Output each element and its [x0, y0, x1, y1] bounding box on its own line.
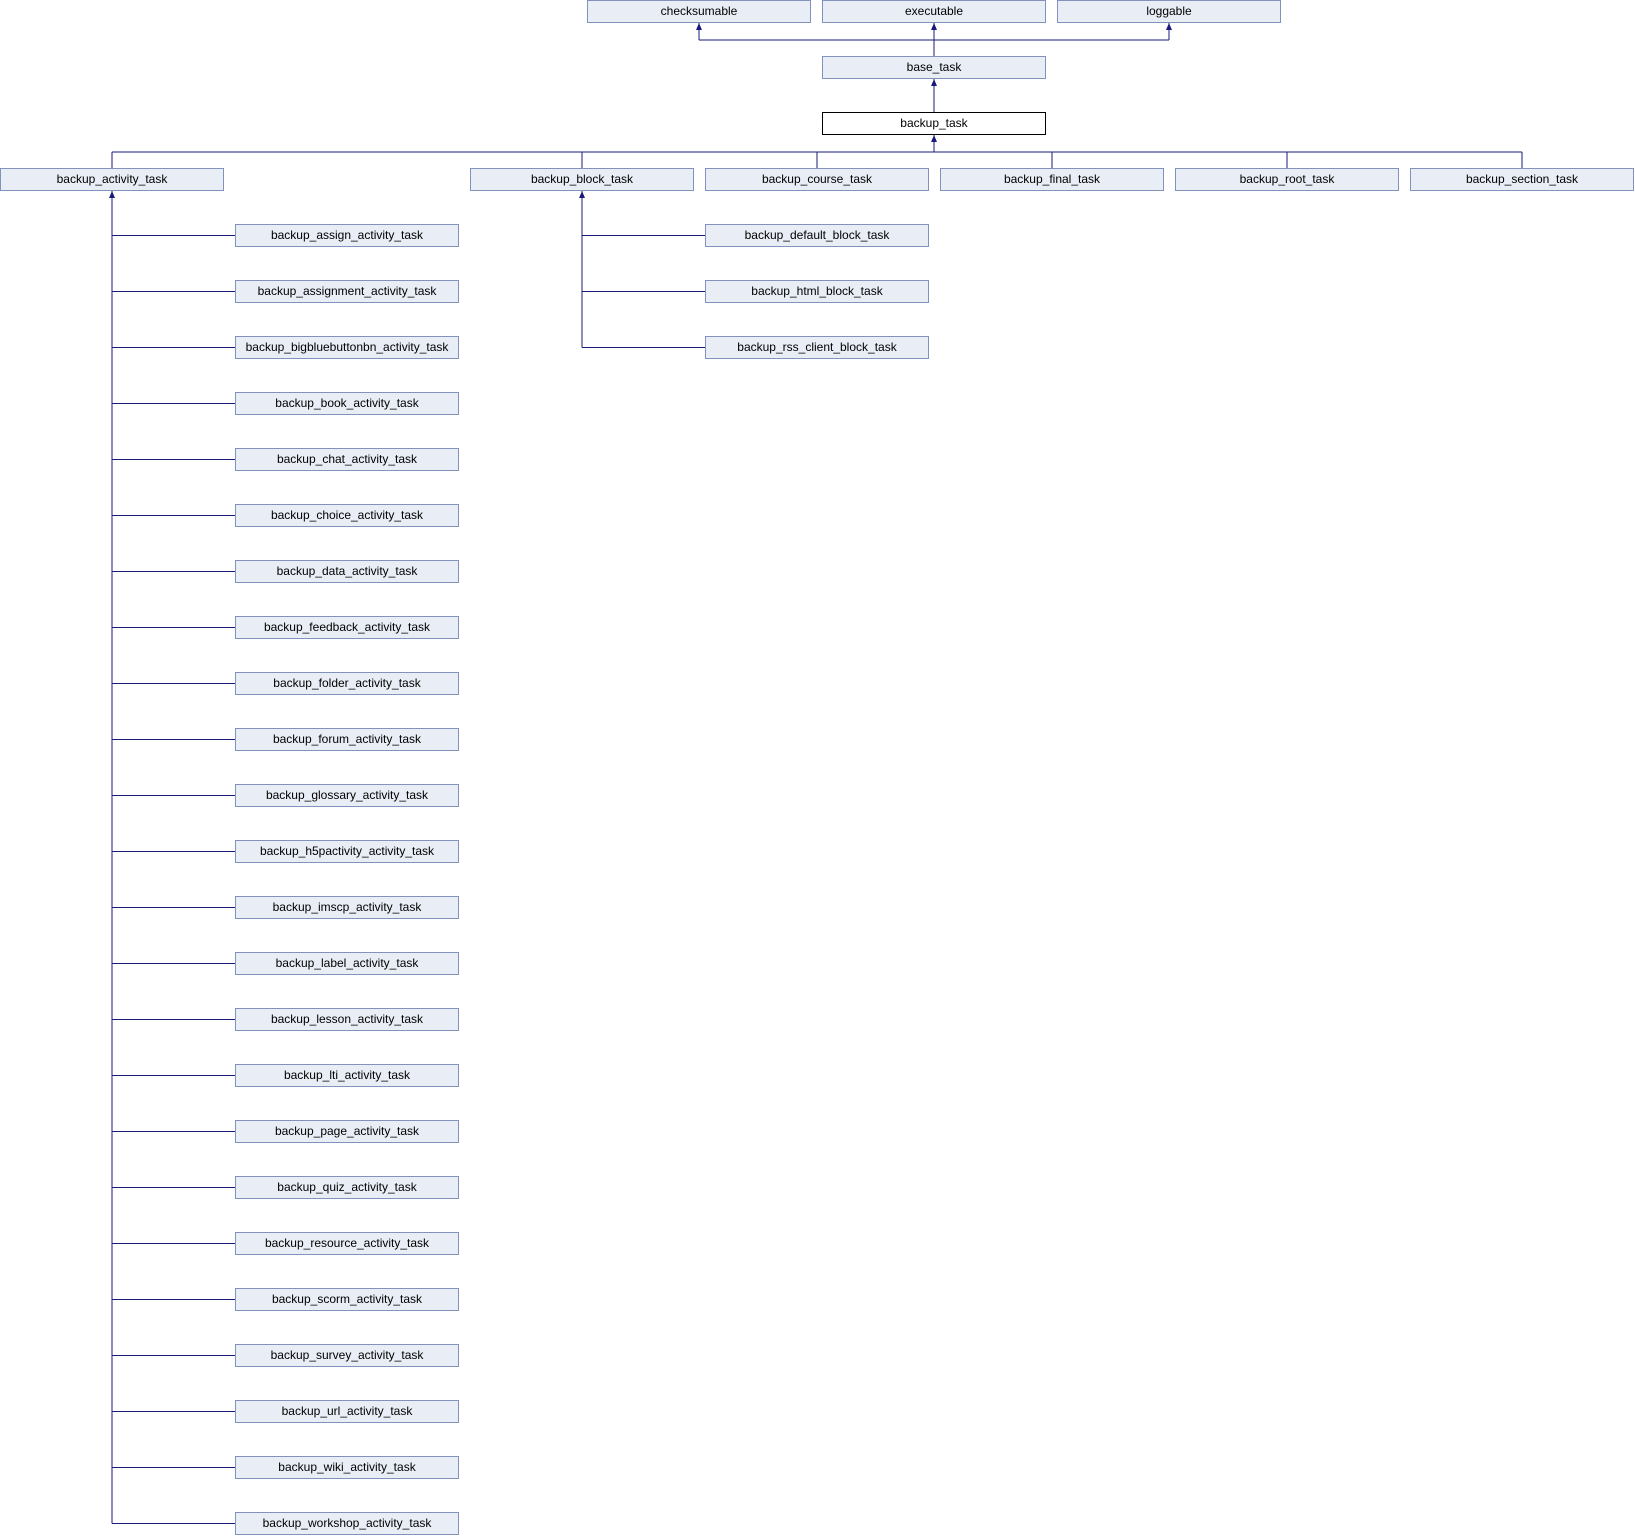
arrowhead-root-1 — [931, 23, 937, 30]
class-node-base-task[interactable]: base_task — [822, 56, 1046, 79]
class-node-backup-resource-activity-task[interactable]: backup_resource_activity_task — [235, 1232, 459, 1255]
class-node-backup-book-activity-task[interactable]: backup_book_activity_task — [235, 392, 459, 415]
class-node-backup-course-task[interactable]: backup_course_task — [705, 168, 929, 191]
arrowhead-base — [931, 79, 937, 86]
class-node-backup-root-task[interactable]: backup_root_task — [1175, 168, 1399, 191]
class-node-backup-assignment-activity-task[interactable]: backup_assignment_activity_task — [235, 280, 459, 303]
class-node-backup-bigbluebuttonbn-activity-task[interactable]: backup_bigbluebuttonbn_activity_task — [235, 336, 459, 359]
class-node-backup-feedback-activity-task[interactable]: backup_feedback_activity_task — [235, 616, 459, 639]
class-node-backup-page-activity-task[interactable]: backup_page_activity_task — [235, 1120, 459, 1143]
class-node-backup-quiz-activity-task[interactable]: backup_quiz_activity_task — [235, 1176, 459, 1199]
class-node-backup-rss-client-block-task[interactable]: backup_rss_client_block_task — [705, 336, 929, 359]
class-node-backup-section-task[interactable]: backup_section_task — [1410, 168, 1634, 191]
class-node-backup-lti-activity-task[interactable]: backup_lti_activity_task — [235, 1064, 459, 1087]
arrowhead-block — [579, 191, 585, 198]
class-node-backup-chat-activity-task[interactable]: backup_chat_activity_task — [235, 448, 459, 471]
class-node-checksumable[interactable]: checksumable — [587, 0, 811, 23]
class-node-backup-forum-activity-task[interactable]: backup_forum_activity_task — [235, 728, 459, 751]
arrowhead-root-0 — [696, 23, 702, 30]
class-node-backup-data-activity-task[interactable]: backup_data_activity_task — [235, 560, 459, 583]
class-node-backup-default-block-task[interactable]: backup_default_block_task — [705, 224, 929, 247]
class-node-backup-workshop-activity-task[interactable]: backup_workshop_activity_task — [235, 1512, 459, 1535]
class-node-backup-folder-activity-task[interactable]: backup_folder_activity_task — [235, 672, 459, 695]
class-node-backup-glossary-activity-task[interactable]: backup_glossary_activity_task — [235, 784, 459, 807]
class-node-backup-lesson-activity-task[interactable]: backup_lesson_activity_task — [235, 1008, 459, 1031]
class-node-backup-html-block-task[interactable]: backup_html_block_task — [705, 280, 929, 303]
class-node-backup-block-task[interactable]: backup_block_task — [470, 168, 694, 191]
class-node-backup-final-task[interactable]: backup_final_task — [940, 168, 1164, 191]
class-node-backup-choice-activity-task[interactable]: backup_choice_activity_task — [235, 504, 459, 527]
class-node-backup-label-activity-task[interactable]: backup_label_activity_task — [235, 952, 459, 975]
class-node-backup-survey-activity-task[interactable]: backup_survey_activity_task — [235, 1344, 459, 1367]
class-node-executable[interactable]: executable — [822, 0, 1046, 23]
class-node-loggable[interactable]: loggable — [1057, 0, 1281, 23]
class-node-backup-url-activity-task[interactable]: backup_url_activity_task — [235, 1400, 459, 1423]
class-node-backup-task[interactable]: backup_task — [822, 112, 1046, 135]
arrowhead-root-2 — [1166, 23, 1172, 30]
arrowhead-current — [931, 135, 937, 142]
class-node-backup-imscp-activity-task[interactable]: backup_imscp_activity_task — [235, 896, 459, 919]
class-node-backup-h5pactivity-activity-task[interactable]: backup_h5pactivity_activity_task — [235, 840, 459, 863]
class-node-backup-wiki-activity-task[interactable]: backup_wiki_activity_task — [235, 1456, 459, 1479]
class-node-backup-assign-activity-task[interactable]: backup_assign_activity_task — [235, 224, 459, 247]
arrowhead-activity — [109, 191, 115, 198]
class-node-backup-activity-task[interactable]: backup_activity_task — [0, 168, 224, 191]
class-node-backup-scorm-activity-task[interactable]: backup_scorm_activity_task — [235, 1288, 459, 1311]
